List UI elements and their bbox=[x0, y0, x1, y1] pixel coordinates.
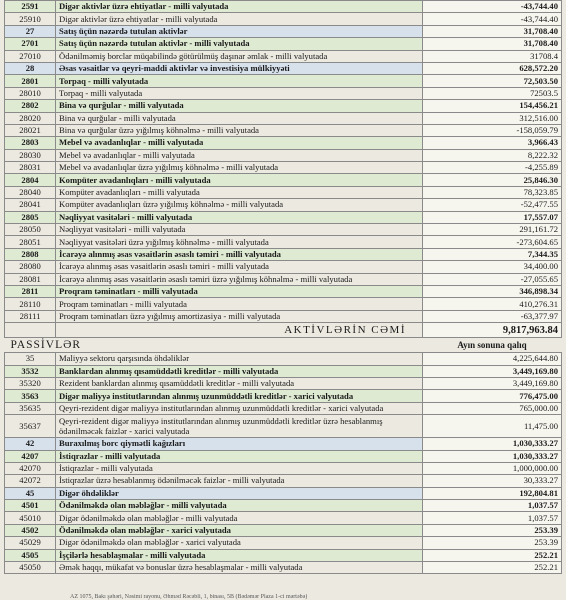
description-cell: Ödənilməmiş borclar müqabilində götürülmüş daşınar əmlak - milli valyutada bbox=[56, 50, 423, 62]
table-row bbox=[5, 100, 562, 112]
account-code-cell: 35637 bbox=[5, 415, 56, 438]
description-cell: Proqram təminatları üzrə yığılmış amortizasiya - milli valyutada bbox=[56, 310, 423, 322]
amount-cell: 7,344.35 bbox=[423, 248, 562, 260]
amount-cell: 1,030,333.27 bbox=[423, 450, 562, 462]
account-code-cell: 45029 bbox=[5, 537, 56, 549]
amount-cell: 25,846.30 bbox=[423, 174, 562, 186]
table-row bbox=[5, 462, 562, 474]
amount-cell: 346,898.34 bbox=[423, 285, 562, 297]
table-row bbox=[5, 62, 562, 74]
account-code-cell: 3532 bbox=[5, 365, 56, 377]
table-row bbox=[5, 475, 562, 487]
table-row bbox=[5, 75, 562, 87]
amount-cell: 30,333.27 bbox=[423, 475, 562, 487]
description-cell: Mebel və avadanlıqlar - milli valyutada bbox=[56, 137, 423, 149]
description-cell: İcarəyə alınmış əsas vəsaitlərin əsaslı təmiri üzrə yığılmış köhnəlmə - milli valyutada bbox=[56, 273, 423, 285]
account-code-cell: 42072 bbox=[5, 475, 56, 487]
account-code-cell: 4501 bbox=[5, 500, 56, 512]
amount-cell: 628,572.20 bbox=[423, 62, 562, 74]
table-row bbox=[5, 87, 562, 99]
table-row bbox=[5, 285, 562, 297]
table-row bbox=[5, 353, 562, 365]
account-code-cell: 3563 bbox=[5, 390, 56, 402]
amount-cell: 765,000.00 bbox=[423, 402, 562, 414]
amount-cell: 31,708.40 bbox=[423, 25, 562, 37]
amount-cell: 11,475.00 bbox=[423, 415, 562, 438]
assets-total-row bbox=[5, 323, 562, 338]
account-code-cell: 4207 bbox=[5, 450, 56, 462]
description-cell: Əsas vəsaitlər və qeyri-maddi aktivlər və investisiya mülkiyyəti bbox=[56, 62, 423, 74]
account-code-cell: 2808 bbox=[5, 248, 56, 260]
amount-cell: 252.21 bbox=[423, 562, 562, 574]
amount-cell: -4,255.89 bbox=[423, 162, 562, 174]
description-cell: Bina və qurğular üzrə yığılmış köhnəlmə - milli valyutada bbox=[56, 124, 423, 136]
account-code-cell: 28110 bbox=[5, 298, 56, 310]
description-cell: Kompüter avadanlıqları üzrə yığılmış köhnəlmə - milli valyutada bbox=[56, 199, 423, 211]
description-cell: Nəqliyyat vasitələri üzrə yığılmış köhnəlmə - milli valyutada bbox=[56, 236, 423, 248]
account-code-cell: 28111 bbox=[5, 310, 56, 322]
amount-cell: 34,400.00 bbox=[423, 261, 562, 273]
description-cell: Ödənilməkdə olan məbləğlər - milli valyutada bbox=[56, 500, 423, 512]
description-cell: Əmək haqqı, mükafat və bonuslar üzrə hesablaşmalar - milli valyutada bbox=[56, 562, 423, 574]
account-code-cell: 28030 bbox=[5, 149, 56, 161]
liabilities-header-row bbox=[5, 338, 562, 353]
account-code-cell: 28050 bbox=[5, 224, 56, 236]
table-row bbox=[5, 1, 562, 13]
table-row bbox=[5, 512, 562, 524]
table-row bbox=[5, 224, 562, 236]
description-cell: Mebel və avadanlıqlar - milli valyutada bbox=[56, 149, 423, 161]
account-code-cell: 28021 bbox=[5, 124, 56, 136]
table-row bbox=[5, 438, 562, 450]
assets-total-label: AKTİVLƏRİN CƏMİ bbox=[56, 323, 423, 338]
table-row bbox=[5, 487, 562, 499]
amount-cell: -273,604.65 bbox=[423, 236, 562, 248]
table-row bbox=[5, 390, 562, 402]
description-cell: Satış üçün nəzərdə tutulan aktivlər bbox=[56, 25, 423, 37]
liabilities-section bbox=[5, 353, 562, 574]
account-code-cell: 28041 bbox=[5, 199, 56, 211]
amount-cell: 8,222.32 bbox=[423, 149, 562, 161]
table-row bbox=[5, 310, 562, 322]
description-cell: Bina və qurğular - milli valyutada bbox=[56, 112, 423, 124]
address-footer: AZ 1075, Bakı şəhəri, Nəsimi rayonu, Əhməd Rəcəbli, 1, binası, 5B (Bədəmər Plaza 1-ci mərtəbə) bbox=[70, 594, 308, 600]
description-cell: Nəqliyyat vasitələri - milli valyutada bbox=[56, 224, 423, 236]
table-row bbox=[5, 562, 562, 574]
account-code-cell: 35 bbox=[5, 353, 56, 365]
amount-cell: -27,055.65 bbox=[423, 273, 562, 285]
table-row bbox=[5, 112, 562, 124]
table-row bbox=[5, 38, 562, 50]
table-row bbox=[5, 248, 562, 260]
account-code-cell: 28031 bbox=[5, 162, 56, 174]
amount-cell: -43,744.40 bbox=[423, 1, 562, 13]
account-code-cell: 2701 bbox=[5, 38, 56, 50]
table-row bbox=[5, 174, 562, 186]
account-code-cell: 45010 bbox=[5, 512, 56, 524]
table-row bbox=[5, 415, 562, 438]
description-cell: İşçilərlə hesablaşmalar - milli valyutada bbox=[56, 549, 423, 561]
table-row bbox=[5, 124, 562, 136]
table-row bbox=[5, 500, 562, 512]
table-row bbox=[5, 137, 562, 149]
account-code-cell: 2802 bbox=[5, 100, 56, 112]
description-cell: Bina və qurğular - milli valyutada bbox=[56, 100, 423, 112]
amount-cell: 154,456.21 bbox=[423, 100, 562, 112]
table-row bbox=[5, 236, 562, 248]
account-code-cell: 42070 bbox=[5, 462, 56, 474]
account-code-cell: 2811 bbox=[5, 285, 56, 297]
account-code-cell: 28081 bbox=[5, 273, 56, 285]
amount-cell: 410,276.31 bbox=[423, 298, 562, 310]
amount-cell: 72,503.50 bbox=[423, 75, 562, 87]
account-code-cell: 35320 bbox=[5, 377, 56, 389]
table-row bbox=[5, 549, 562, 561]
amount-cell: 252.21 bbox=[423, 549, 562, 561]
table-row bbox=[5, 365, 562, 377]
description-cell: Torpaq - milli valyutada bbox=[56, 87, 423, 99]
description-cell: Qeyri-rezident digər maliyyə institutlarından alınmış uzunmüddətli kreditlər - xarici valyutada bbox=[56, 402, 423, 414]
amount-cell: 31708.4 bbox=[423, 50, 562, 62]
description-cell: Ödənilməkdə olan məbləğlər - xarici valyutada bbox=[56, 524, 423, 536]
table-row bbox=[5, 186, 562, 198]
description-cell: İstiqrazlar üzrə hesablanmış ödənilməcək faizlər - milli valyutada bbox=[56, 475, 423, 487]
account-code-cell: 2803 bbox=[5, 137, 56, 149]
table-row bbox=[5, 50, 562, 62]
total-code-cell bbox=[5, 323, 56, 338]
account-code-cell: 28080 bbox=[5, 261, 56, 273]
description-cell: İstiqrazlar - milli valyutada bbox=[56, 450, 423, 462]
description-cell: Banklardan alınmış qısamüddətli kreditlər - milli valyutada bbox=[56, 365, 423, 377]
amount-cell: 312,516.00 bbox=[423, 112, 562, 124]
amount-cell: 1,000,000.00 bbox=[423, 462, 562, 474]
table-row bbox=[5, 377, 562, 389]
description-cell: Proqram təminatları - milli valyutada bbox=[56, 285, 423, 297]
description-cell: İcarəyə alınmış əsas vəsaitlərin əsaslı təmiri - milli valyutada bbox=[56, 261, 423, 273]
table-row bbox=[5, 25, 562, 37]
account-code-cell: 2801 bbox=[5, 75, 56, 87]
table-row bbox=[5, 298, 562, 310]
description-cell: İcarəyə alınmış əsas vəsaitlərin əsaslı təmiri - milli valyutada bbox=[56, 248, 423, 260]
description-cell: Digər maliyyə institutlarından alınmış uzunmüddətli kreditlər - xarici valyutada bbox=[56, 390, 423, 402]
account-code-cell: 28010 bbox=[5, 87, 56, 99]
amount-cell: 3,449,169.80 bbox=[423, 377, 562, 389]
amount-cell: 78,323.85 bbox=[423, 186, 562, 198]
description-cell: Qeyri-rezident digər maliyyə institutlarından alınmış uzunmüddətli kreditlər üzrə hesablanmış ödənilməcək faizlər - xarici valyutada bbox=[56, 415, 423, 438]
description-cell: Digər aktivlər üzrə ehtiyatlar - milli valyutada bbox=[56, 1, 423, 13]
amount-cell: -52,477.55 bbox=[423, 199, 562, 211]
description-cell: Nəqliyyat vasitələri - milli valyutada bbox=[56, 211, 423, 223]
table-row bbox=[5, 273, 562, 285]
account-code-cell: 28 bbox=[5, 62, 56, 74]
assets-section bbox=[5, 1, 562, 323]
description-cell: Digər aktivlər üzrə ehtiyatlar - milli valyutada bbox=[56, 13, 423, 25]
account-code-cell: 25910 bbox=[5, 13, 56, 25]
amount-cell: 17,557.07 bbox=[423, 211, 562, 223]
account-code-cell: 28020 bbox=[5, 112, 56, 124]
description-cell: Maliyyə sektoru qarşısında öhdəliklər bbox=[56, 353, 423, 365]
account-code-cell: 45 bbox=[5, 487, 56, 499]
description-cell: Proqram təminatları - milli valyutada bbox=[56, 298, 423, 310]
amount-cell: 3,449,169.80 bbox=[423, 365, 562, 377]
description-cell: Rezident banklardan alınmış qısamüddətli kreditlər - milli valyutada bbox=[56, 377, 423, 389]
table-row bbox=[5, 537, 562, 549]
amount-cell: 192,804.81 bbox=[423, 487, 562, 499]
amount-cell: 1,037.57 bbox=[423, 512, 562, 524]
account-code-cell: 35635 bbox=[5, 402, 56, 414]
amount-cell: -158,059.79 bbox=[423, 124, 562, 136]
liabilities-title: PASSİVLƏR bbox=[10, 338, 82, 351]
balance-sheet-table bbox=[4, 0, 562, 574]
amount-cell: 31,708.40 bbox=[423, 38, 562, 50]
assets-total-section bbox=[5, 323, 562, 353]
description-cell: Satış üçün nəzərdə tutulan aktivlər - milli valyutada bbox=[56, 38, 423, 50]
amount-cell: 776,475.00 bbox=[423, 390, 562, 402]
amount-cell: 253.39 bbox=[423, 537, 562, 549]
table-row bbox=[5, 149, 562, 161]
account-code-cell: 2804 bbox=[5, 174, 56, 186]
amount-cell: -63,377.97 bbox=[423, 310, 562, 322]
description-cell: Digər ödənilməkdə olan məbləğlər - milli valyutada bbox=[56, 512, 423, 524]
account-code-cell: 28040 bbox=[5, 186, 56, 198]
account-code-cell: 28051 bbox=[5, 236, 56, 248]
account-code-cell: 4502 bbox=[5, 524, 56, 536]
account-code-cell: 2591 bbox=[5, 1, 56, 13]
table-row bbox=[5, 13, 562, 25]
amount-cell: 291,161.72 bbox=[423, 224, 562, 236]
amount-cell: 253.39 bbox=[423, 524, 562, 536]
account-code-cell: 42 bbox=[5, 438, 56, 450]
table-row bbox=[5, 162, 562, 174]
account-code-cell: 45050 bbox=[5, 562, 56, 574]
table-row bbox=[5, 450, 562, 462]
amount-cell: -43,744.40 bbox=[423, 13, 562, 25]
table-row bbox=[5, 261, 562, 273]
amount-cell: 1,037.57 bbox=[423, 500, 562, 512]
amount-cell: 4,225,644.80 bbox=[423, 353, 562, 365]
description-cell: Digər ödənilməkdə olan məbləğlər - xarici valyutada bbox=[56, 537, 423, 549]
description-cell: Mebel və avadanlıqlar üzrə yığılmış köhnəlmə - milli valyutada bbox=[56, 162, 423, 174]
description-cell: Buraxılmış borc qiymətli kağızları bbox=[56, 438, 423, 450]
description-cell: Kompüter avadanlıqları - milli valyutada bbox=[56, 186, 423, 198]
account-code-cell: 2805 bbox=[5, 211, 56, 223]
table-row bbox=[5, 199, 562, 211]
description-cell: İstiqrazlar - milli valyutada bbox=[56, 462, 423, 474]
description-cell: Kompüter avadanlıqları - milli valyutada bbox=[56, 174, 423, 186]
description-cell: Digər öhdəliklər bbox=[56, 487, 423, 499]
amount-cell: 1,030,333.27 bbox=[423, 438, 562, 450]
assets-total-amount: 9,817,963.84 bbox=[423, 323, 562, 338]
amount-cell: 3,966.43 bbox=[423, 137, 562, 149]
table-row bbox=[5, 211, 562, 223]
description-cell: Torpaq - milli valyutada bbox=[56, 75, 423, 87]
balance-column-header: Ayın sonuna qalıq bbox=[457, 339, 527, 350]
account-code-cell: 4505 bbox=[5, 549, 56, 561]
account-code-cell: 27010 bbox=[5, 50, 56, 62]
amount-cell: 72503.5 bbox=[423, 87, 562, 99]
table-row bbox=[5, 402, 562, 414]
table-row bbox=[5, 524, 562, 536]
account-code-cell: 27 bbox=[5, 25, 56, 37]
